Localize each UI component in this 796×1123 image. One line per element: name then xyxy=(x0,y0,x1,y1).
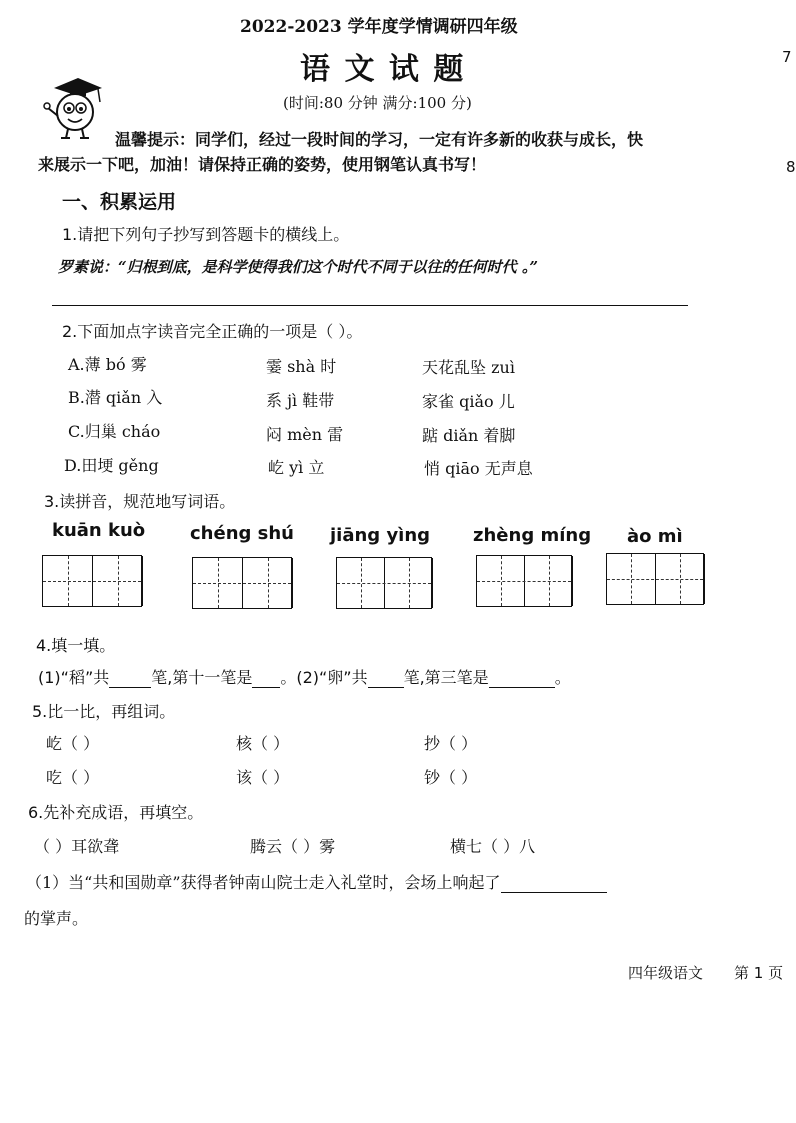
margin-mark-1: 7 xyxy=(782,48,792,66)
q4-part-2: 笔,第十一笔是 xyxy=(151,668,253,687)
q4-part-1: (1)“稻”共 xyxy=(38,668,110,687)
option-d: D.田埂 gěng xyxy=(64,456,159,475)
compare-item-4: 吃（ ） xyxy=(46,768,100,787)
pinyin-5: ào mì xyxy=(627,526,683,547)
question-6-prompt: 6.先补充成语，再填空。 xyxy=(28,803,204,822)
question-1-prompt: 1.请把下列句子抄写到答题卡的横线上。 xyxy=(62,225,350,244)
writing-grid-4[interactable] xyxy=(476,555,572,607)
answer-line xyxy=(52,305,688,306)
compare-item-3: 抄（ ） xyxy=(424,734,478,753)
pinyin-3: jiāng yìng xyxy=(330,525,431,546)
option-c-word-3: 踮 diǎn 着脚 xyxy=(422,426,516,445)
mascot-graduate-icon xyxy=(40,72,110,142)
stroke-blank-2[interactable] xyxy=(489,671,555,688)
stroke-count-blank-2[interactable] xyxy=(368,671,404,688)
option-d-word-2: 屹 yì 立 xyxy=(268,458,325,477)
question-4-line xyxy=(38,665,571,688)
option-c-word-2: 闷 mèn 雷 xyxy=(266,425,344,444)
fill-blank[interactable] xyxy=(501,876,607,893)
option-a: A.薄 bó 雾 xyxy=(68,355,147,374)
footer-page-number: 第 1 页 xyxy=(734,964,784,982)
footer-subject: 四年级语文 xyxy=(628,964,704,982)
tip-line-2: 来展示一下吧，加油！请保持正确的姿势，使用钢笔认真书写！ xyxy=(38,155,487,174)
q4-part-5: 。 xyxy=(554,668,571,687)
pinyin-1: kuān kuò xyxy=(52,520,146,541)
idiom-3: 横七（ ）八 xyxy=(450,837,536,856)
question-2-prompt: 2.下面加点字读音完全正确的一项是（ ）。 xyxy=(62,322,363,341)
writing-grid-3[interactable] xyxy=(336,557,432,609)
pinyin-4: zhèng míng xyxy=(473,525,592,546)
writing-grid-5[interactable] xyxy=(606,553,704,605)
question-4-prompt: 4.填一填。 xyxy=(36,636,116,655)
question-1-quote: 罗素说：“归根到底，是科学使得我们这个时代不同于以往的任何时代 。” xyxy=(58,258,538,276)
option-b-word-2: 系 jì 鞋带 xyxy=(266,391,335,410)
fill-sentence-2: 的掌声。 xyxy=(24,909,89,928)
option-a-word-3: 天花乱坠 zuì xyxy=(422,358,515,377)
tip-line-1: 温馨提示：同学们，经过一段时间的学习，一定有许多新的收获与成长，快 xyxy=(115,130,644,149)
option-a-word-2: 霎 shà 时 xyxy=(266,357,337,376)
question-3-prompt: 3.读拼音，规范地写词语。 xyxy=(44,492,236,511)
q4-part-4: 笔,第三笔是 xyxy=(403,668,489,687)
compare-item-1: 屹（ ） xyxy=(46,734,100,753)
pinyin-2: chéng shú xyxy=(190,523,295,544)
margin-mark-2: 8 xyxy=(786,158,796,176)
idiom-1: （ ）耳欲聋 xyxy=(34,837,120,856)
exam-year-line: 2022-2023 学年度学情调研四年级 xyxy=(240,17,518,37)
option-b: B.潜 qiǎn 入 xyxy=(68,388,163,407)
q4-part-3: 。(2)“卵”共 xyxy=(280,668,368,687)
stroke-count-blank-1[interactable] xyxy=(109,671,151,688)
time-info: (时间:80 分钟 满分:100 分) xyxy=(283,94,472,112)
fill-sentence-1 xyxy=(26,870,607,893)
question-5-prompt: 5.比一比，再组词。 xyxy=(32,702,176,721)
compare-item-6: 钞（ ） xyxy=(424,768,478,787)
option-b-word-3: 家雀 qiǎo 儿 xyxy=(422,392,515,411)
writing-grid-1[interactable] xyxy=(42,555,142,607)
compare-item-2: 核（ ） xyxy=(236,734,290,753)
idiom-2: 腾云（ ）雾 xyxy=(250,837,336,856)
fill-sentence-text: （1）当“共和国勋章”获得者钟南山院士走入礼堂时，会场上响起了 xyxy=(26,873,501,892)
writing-grid-2[interactable] xyxy=(192,557,292,609)
section-heading: 一、积累运用 xyxy=(62,191,177,213)
option-d-word-3: 悄 qiāo 无声息 xyxy=(424,459,533,478)
stroke-blank-1[interactable] xyxy=(252,671,280,688)
compare-item-5: 该（ ） xyxy=(236,768,290,787)
page-title: 语 文 试 题 xyxy=(300,52,466,87)
option-c: C.归巢 cháo xyxy=(68,422,161,441)
